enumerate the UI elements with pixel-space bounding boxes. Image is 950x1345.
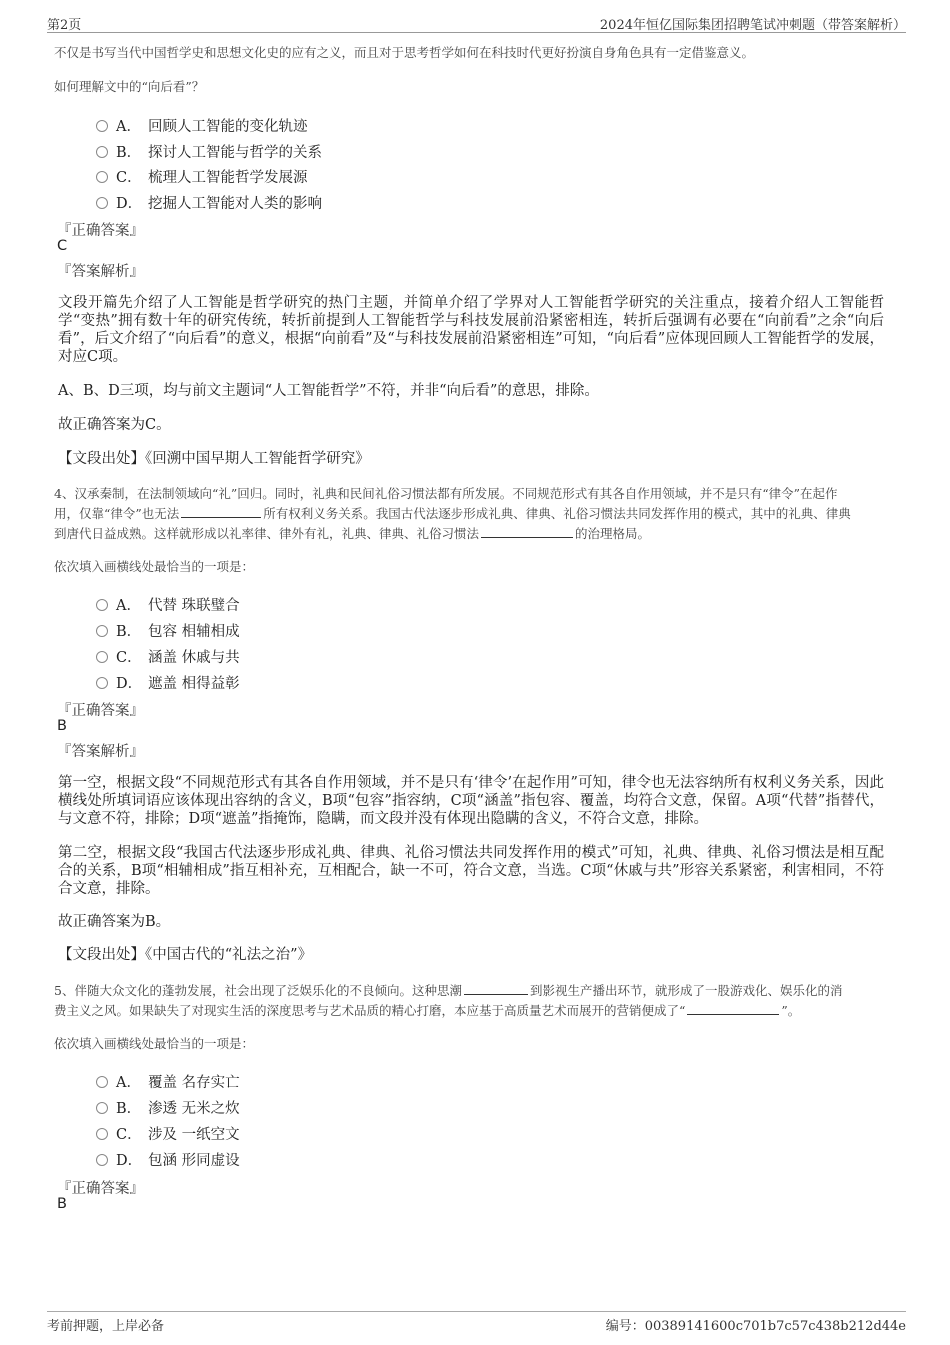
q4-answer-label: 『正确答案』 bbox=[57, 703, 144, 719]
q3-prompt: 如何理解文中的“向后看”？ bbox=[54, 79, 205, 94]
q3-answer: C bbox=[57, 238, 68, 254]
radio-icon[interactable] bbox=[96, 120, 108, 132]
q3-answer-label: 『正确答案』 bbox=[57, 223, 144, 239]
q3-analysis-para-3: 故正确答案为C。 bbox=[58, 417, 171, 433]
radio-icon[interactable] bbox=[96, 599, 108, 611]
radio-icon[interactable] bbox=[96, 677, 108, 689]
radio-icon[interactable] bbox=[96, 651, 108, 663]
page-header bbox=[47, 14, 906, 33]
q3-analysis-para-1: 文段开篇先介绍了人工智能是哲学研究的热门主题，并简单介绍了学界对人工智能哲学研究的关注重点，接着介绍人工智能哲学“变热”拥有数十年的研究传统，转折前提到人工智能哲学与科技发展前沿紧密相连，转折后强调有必要在“向前看”之余“向后看”，后文介绍了“向后看”的意义，根据“向前看”及“与科技发展前沿紧密相连”可知，“向后看”应体现回顾人工智能哲学的发展，对应C项。 bbox=[58, 295, 884, 365]
q3-analysis-label: 『答案解析』 bbox=[57, 264, 144, 280]
q4-option-b[interactable]: B． 包容 相辅相成 bbox=[96, 620, 240, 641]
radio-icon[interactable] bbox=[96, 146, 108, 158]
radio-icon[interactable] bbox=[96, 171, 108, 183]
document-title: 2024年恒亿国际集团招聘笔试冲刺题（带答案解析） bbox=[599, 18, 906, 33]
q3-passage-tail: 不仅是书写当代中国哲学史和思想文化史的应有之义，而且对于思考哲学如何在科技时代更好扮演自身角色具有一定借鉴意义。 bbox=[54, 45, 755, 60]
q4-option-a[interactable]: A． 代替 珠联璧合 bbox=[96, 594, 240, 615]
q4-option-d[interactable]: D． 遮盖 相得益彰 bbox=[96, 672, 240, 693]
q3-option-c[interactable]: C． 梳理人工智能哲学发展源 bbox=[96, 166, 308, 187]
q4-analysis-para-1: 第一空，根据文段“不同规范形式有其各自作用领域，并不是只有‘律令’在起作用”可知，律令也无法容纳所有权利义务关系，因此横线处所填词语应该体现出容纳的含义，B项“包容”指容纳，C项“涵盖”指包容、覆盖，均符合文意，保留。A项“代替”指替代，与文意不符，排除；D项“遮盖”指掩饰，隐瞒，而文段并没有体现出隐瞒的含义，不符合文意，排除。 bbox=[58, 775, 884, 827]
q4-prompt: 依次填入画横线处最恰当的一项是： bbox=[54, 559, 255, 574]
q4-stem: 4、汉承秦制，在法制领域向“礼”回归。同时，礼典和民间礼俗习惯法都有所发展。不同规范形式有其各自作用领域，并不是只有“律令”在起作 用，仅靠“律令”也无法 所有权利义务关系。我国古代法逐步形成礼典、律典、礼俗习惯法共同发挥作用的模式，其中的礼典、律典 到唐代日益成熟。这样就形成以礼率律、律外有礼，礼典、律典、礼俗习惯法 的治理格局。 bbox=[54, 486, 851, 541]
q4-source: 【文段出处】《中国古代的“礼法之治”》 bbox=[58, 947, 313, 963]
blank-2 bbox=[481, 525, 573, 538]
blank-1 bbox=[464, 982, 528, 995]
q4-answer: B bbox=[57, 718, 67, 734]
q5-option-b[interactable]: B． 渗透 无米之炊 bbox=[96, 1097, 240, 1118]
q3-option-d[interactable]: D． 挖掘人工智能对人类的影响 bbox=[96, 192, 322, 213]
q5-option-c[interactable]: C． 涉及 一纸空文 bbox=[96, 1123, 240, 1144]
q4-analysis-label: 『答案解析』 bbox=[57, 744, 144, 760]
radio-icon[interactable] bbox=[96, 625, 108, 637]
q3-option-b[interactable]: B． 探讨人工智能与哲学的关系 bbox=[96, 141, 322, 162]
radio-icon[interactable] bbox=[96, 1102, 108, 1114]
q4-analysis-para-3: 故正确答案为B。 bbox=[58, 914, 171, 930]
q5-prompt: 依次填入画横线处最恰当的一项是： bbox=[54, 1036, 255, 1051]
radio-icon[interactable] bbox=[96, 197, 108, 209]
footer-slogan: 考前押题，上岸必备 bbox=[47, 1319, 165, 1334]
q5-answer: B bbox=[57, 1196, 67, 1212]
radio-icon[interactable] bbox=[96, 1154, 108, 1166]
q4-analysis-para-2: 第二空，根据文段“我国古代法逐步形成礼典、律典、礼俗习惯法共同发挥作用的模式”可知，礼典、律典、礼俗习惯法是相互配合的关系，B项“相辅相成”指互相补充，互相配合，缺一不可，符合文意，当选。C项“休戚与共”形容关系紧密，利害相同，不符合文意，排除。 bbox=[58, 845, 884, 897]
blank-1 bbox=[181, 505, 261, 518]
page-footer bbox=[47, 1311, 906, 1334]
document-id: 编号：00389141600c701b7c57c438b212d44e bbox=[605, 1319, 906, 1334]
q3-source: 【文段出处】《回溯中国早期人工智能哲学研究》 bbox=[58, 451, 370, 467]
q5-stem: 5、伴随大众文化的蓬勃发展，社会出现了泛娱乐化的不良倾向。这种思潮 到影视生产播出环节，就形成了一股游戏化、娱乐化的消 费主义之风。如果缺失了对现实生活的深度思考与艺术品质的精心打磨，本应基于高质量艺术而展开的营销便成了“ ”。 bbox=[54, 983, 843, 1018]
blank-2 bbox=[687, 1002, 779, 1015]
q5-answer-label: 『正确答案』 bbox=[57, 1181, 144, 1197]
q4-option-c[interactable]: C． 涵盖 休戚与共 bbox=[96, 646, 240, 667]
q3-analysis-para-2: A、B、D三项，均与前文主题词“人工智能哲学”不符，并非“向后看”的意思，排除。 bbox=[58, 383, 599, 399]
radio-icon[interactable] bbox=[96, 1128, 108, 1140]
q3-option-a[interactable]: A． 回顾人工智能的变化轨迹 bbox=[96, 115, 308, 136]
q5-option-a[interactable]: A． 覆盖 名存实亡 bbox=[96, 1071, 240, 1092]
q5-option-d[interactable]: D． 包涵 形同虚设 bbox=[96, 1149, 240, 1170]
radio-icon[interactable] bbox=[96, 1076, 108, 1088]
page-number: 第2页 bbox=[47, 18, 82, 33]
